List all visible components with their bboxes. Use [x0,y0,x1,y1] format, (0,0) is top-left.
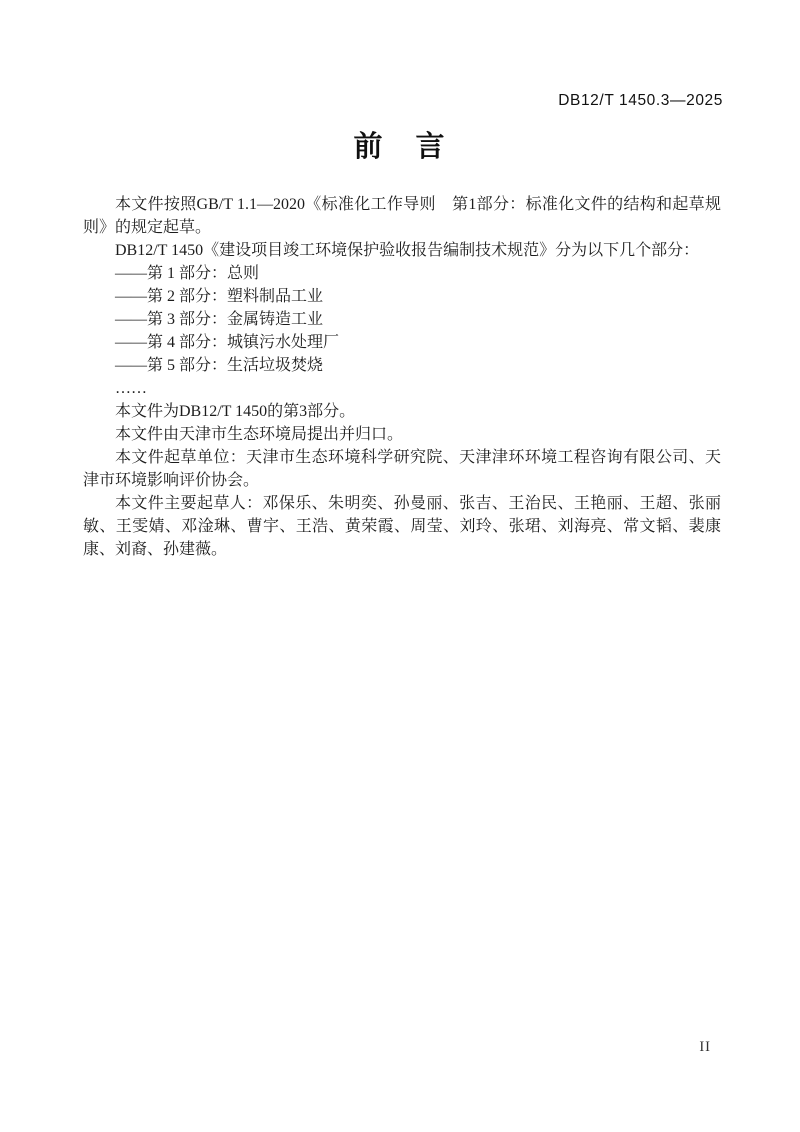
part-list-item: ——第 5 部分：生活垃圾焚烧 [115,357,324,374]
part-list-item: ——第 4 部分：城镇污水处理厂 [115,334,340,351]
paragraph-series-intro: DB12/T 1450《建设项目竣工环境保护验收报告编制技术规范》分为以下几个部分： [115,242,700,259]
paragraph-drafting-organizations: 本文件起草单位：天津市生态环境科学研究院、天津津环环境工程咨询有限公司、天津市环境影响评价协会。 [83,449,721,489]
part-list-item: ——第 2 部分：塑料制品工业 [115,288,324,305]
part-list-ellipsis: …… [115,380,147,397]
part-list-item: ——第 1 部分：总则 [115,265,260,282]
paragraph-drafters: 本文件主要起草人：邓保乐、朱明奕、孙曼丽、张吉、王治民、王艳丽、王超、张丽敏、王雯婧、邓淦琳、曹宇、王浩、黄荣霞、周莹、刘玲、张珺、刘海亮、常文韬、裴康康、刘裔、孙建薇。 [83,495,721,558]
page-number: II [699,1039,711,1055]
standard-number: DB12/T 1450.3—2025 [558,92,723,109]
part-list-item: ——第 3 部分：金属铸造工业 [115,311,324,328]
page-title: 前 言 [353,131,447,163]
paragraph-drafting-basis: 本文件按照GB/T 1.1—2020《标准化工作导则 第1部分：标准化文件的结构和起草规则》的规定起草。 [83,196,721,236]
paragraph-issuing-body: 本文件由天津市生态环境局提出并归口。 [115,426,404,443]
paragraph-part-of-series: 本文件为DB12/T 1450的第3部分。 [115,403,356,420]
foreword-content [83,193,721,561]
